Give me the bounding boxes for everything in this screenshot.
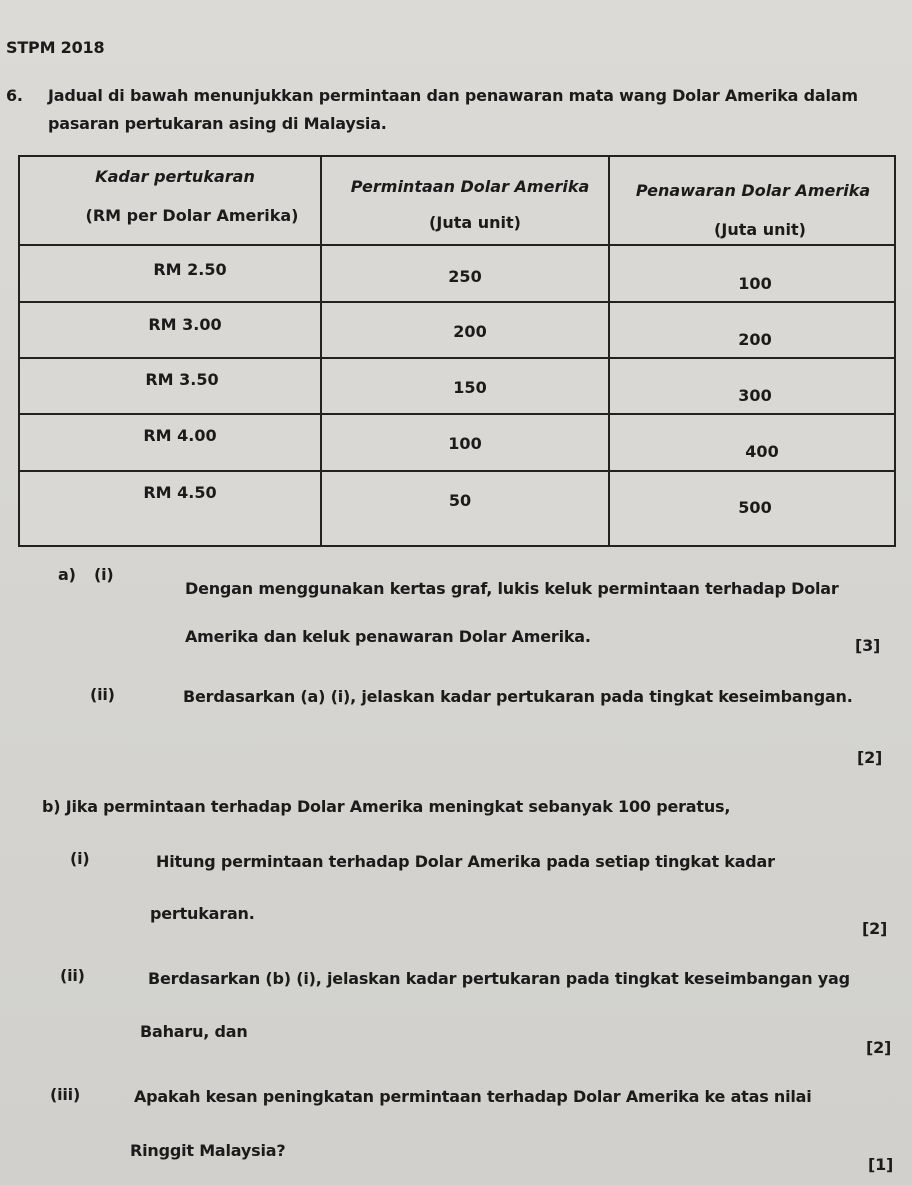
part-a-i-label: (i) xyxy=(94,565,114,584)
table-cell-supply: 100 xyxy=(738,274,772,293)
table-cell-supply: 200 xyxy=(738,330,772,349)
part-b-iii-label: (iii) xyxy=(50,1085,81,1104)
header-exchange-rate-unit: (RM per Dolar Amerika) xyxy=(85,206,299,225)
table-row-divider xyxy=(20,244,894,246)
table-row-divider xyxy=(20,413,894,415)
question-number: 6. xyxy=(6,86,23,105)
part-b-i-line2: pertukaran. xyxy=(150,904,255,923)
part-a-ii-label: (ii) xyxy=(90,685,115,704)
part-a-i-line1: Dengan menggunakan kertas graf, lukis keluk permintaan terhadap Dolar xyxy=(185,579,839,598)
table-cell-supply: 500 xyxy=(738,498,772,517)
part-a-i-line2: Amerika dan keluk penawaran Dolar Amerika. xyxy=(185,627,591,646)
part-b-i-label: (i) xyxy=(70,849,90,868)
part-b-line: b) Jika permintaan terhadap Dolar Amerika meningkat sebanyak 100 peratus, xyxy=(42,797,731,816)
table-cell-demand: 50 xyxy=(448,491,472,510)
part-b-iii-line1: Apakah kesan peningkatan permintaan terhadap Dolar Amerika ke atas nilai xyxy=(134,1087,812,1106)
table-column-divider xyxy=(608,157,610,545)
table-cell-rate: RM 3.00 xyxy=(148,315,222,334)
table-cell-rate: RM 3.50 xyxy=(145,370,219,389)
part-b-i-marks: [2] xyxy=(862,919,888,938)
header-demand: Permintaan Dolar Amerika xyxy=(350,177,590,196)
table-row-divider xyxy=(20,301,894,303)
header-demand-unit: (Juta unit) xyxy=(429,213,521,232)
part-b-ii-marks: [2] xyxy=(866,1038,892,1057)
table-column-divider xyxy=(320,157,322,545)
part-a-ii-marks: [2] xyxy=(857,748,883,767)
part-a-ii-line1: Berdasarkan (a) (i), jelaskan kadar pertukaran pada tingkat keseimbangan. xyxy=(183,687,853,706)
part-b-iii-line2: Ringgit Malaysia? xyxy=(130,1141,286,1160)
table-cell-rate: RM 4.50 xyxy=(143,483,217,502)
part-b-i-line1: Hitung permintaan terhadap Dolar Amerika pada setiap tingkat kadar xyxy=(156,852,775,871)
table-cell-supply: 300 xyxy=(738,386,772,405)
header-supply: Penawaran Dolar Amerika xyxy=(635,181,871,200)
exchange-rate-table xyxy=(18,155,896,547)
table-cell-rate: RM 2.50 xyxy=(153,260,227,279)
table-cell-supply: 400 xyxy=(745,442,779,461)
table-cell-demand: 250 xyxy=(448,267,482,286)
table-cell-demand: 200 xyxy=(453,322,487,341)
question-intro-line1: Jadual di bawah menunjukkan permintaan dan penawaran mata wang Dolar Amerika dalam xyxy=(48,86,858,105)
question-intro-line2: pasaran pertukaran asing di Malaysia. xyxy=(48,114,387,133)
part-a-i-marks: [3] xyxy=(855,636,881,655)
header-exchange-rate: Kadar pertukaran xyxy=(95,167,255,186)
table-cell-demand: 100 xyxy=(448,434,482,453)
part-b-iii-marks: [1] xyxy=(868,1155,894,1174)
part-b-ii-label: (ii) xyxy=(60,966,85,985)
table-cell-rate: RM 4.00 xyxy=(143,426,217,445)
part-b-ii-line1: Berdasarkan (b) (i), jelaskan kadar pertukaran pada tingkat keseimbangan yag xyxy=(148,969,850,988)
part-b-ii-line2: Baharu, dan xyxy=(140,1022,248,1041)
table-row-divider xyxy=(20,470,894,472)
table-cell-demand: 150 xyxy=(453,378,487,397)
header-supply-unit: (Juta unit) xyxy=(714,220,806,239)
part-a-label: a) xyxy=(58,565,76,584)
table-row-divider xyxy=(20,357,894,359)
exam-heading: STPM 2018 xyxy=(6,38,105,57)
